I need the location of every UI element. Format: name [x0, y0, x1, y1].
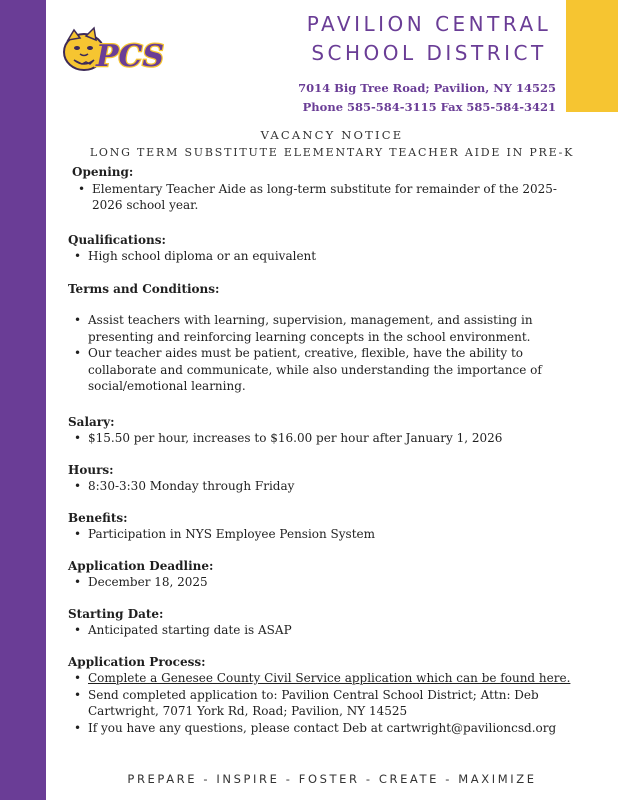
district-name-line1: PAVILION CENTRAL	[306, 12, 552, 36]
section-heading: Starting Date:	[68, 606, 164, 621]
pcs-panther-logo	[60, 22, 164, 80]
list-item: • 8:30-3:30 Monday through Friday	[68, 478, 580, 495]
section-process	[68, 654, 580, 737]
logo-text: PCS	[96, 39, 164, 74]
section-heading: Opening:	[72, 165, 134, 179]
notice-subtitle: LONG TERM SUBSTITUTE ELEMENTARY TEACHER AIDE IN PRE-K	[89, 146, 575, 159]
list-item: • $15.50 per hour, increases to $16.00 per hour after January 1, 2026	[68, 430, 580, 447]
list-item: • Our teacher aides must be patient, creative, flexible, have the ability to collaborate and communicate, while also understanding the importance of social/emotional learning.	[68, 345, 580, 395]
list-item: • If you have any questions, please contact Deb at cartwright@pavilioncsd.org	[68, 720, 580, 737]
notice-body	[68, 164, 580, 736]
list-item: • Participation in NYS Employee Pension System	[68, 526, 580, 543]
section-opening	[72, 164, 580, 214]
section-salary	[68, 414, 580, 447]
list-item: • December 18, 2025	[68, 574, 580, 591]
footer-motto: PREPARE - INSPIRE - FOSTER - CREATE - MAXIMIZE	[127, 772, 537, 786]
district-name-line2: SCHOOL DISTRICT	[311, 41, 547, 65]
section-heading: Salary:	[68, 414, 115, 429]
section-heading: Application Process:	[68, 654, 206, 669]
section-terms	[68, 281, 580, 395]
list-item: • Elementary Teacher Aide as long-term substitute for remainder of the 2025-2026 school year.	[72, 181, 580, 214]
notice-title: VACANCY NOTICE	[260, 128, 404, 142]
list-item: • Send completed application to: Pavilion Central School District; Attn: Deb Cartwright, 7071 York Rd, Road; Pavilion, NY 14525	[68, 687, 580, 720]
district-contact	[298, 79, 556, 117]
district-phone: Phone 585-584-3115 Fax 585-584-3421	[302, 100, 556, 114]
section-qualifications	[68, 232, 580, 265]
section-hours	[68, 462, 580, 495]
section-deadline	[68, 558, 580, 591]
section-starting-date	[68, 606, 580, 639]
list-item: • High school diploma or an equivalent	[68, 248, 580, 265]
section-heading: Terms and Conditions:	[68, 281, 220, 296]
list-item: • Assist teachers with learning, supervision, management, and assisting in presenting and reinforcing learning concepts in the school environment.	[68, 312, 580, 345]
district-address: 7014 Big Tree Road; Pavilion, NY 14525	[298, 81, 556, 95]
left-purple-bar	[0, 0, 46, 800]
list-item: • Anticipated starting date is ASAP	[68, 622, 580, 639]
section-benefits	[68, 510, 580, 543]
section-heading: Application Deadline:	[68, 558, 214, 573]
section-heading: Qualifications:	[68, 232, 166, 247]
district-name	[304, 10, 554, 68]
section-heading: Hours:	[68, 462, 114, 477]
top-right-yellow-block	[566, 0, 618, 112]
section-heading: Benefits:	[68, 510, 128, 525]
application-link[interactable]: • Complete a Genesee County Civil Service application which can be found here.	[68, 670, 580, 687]
